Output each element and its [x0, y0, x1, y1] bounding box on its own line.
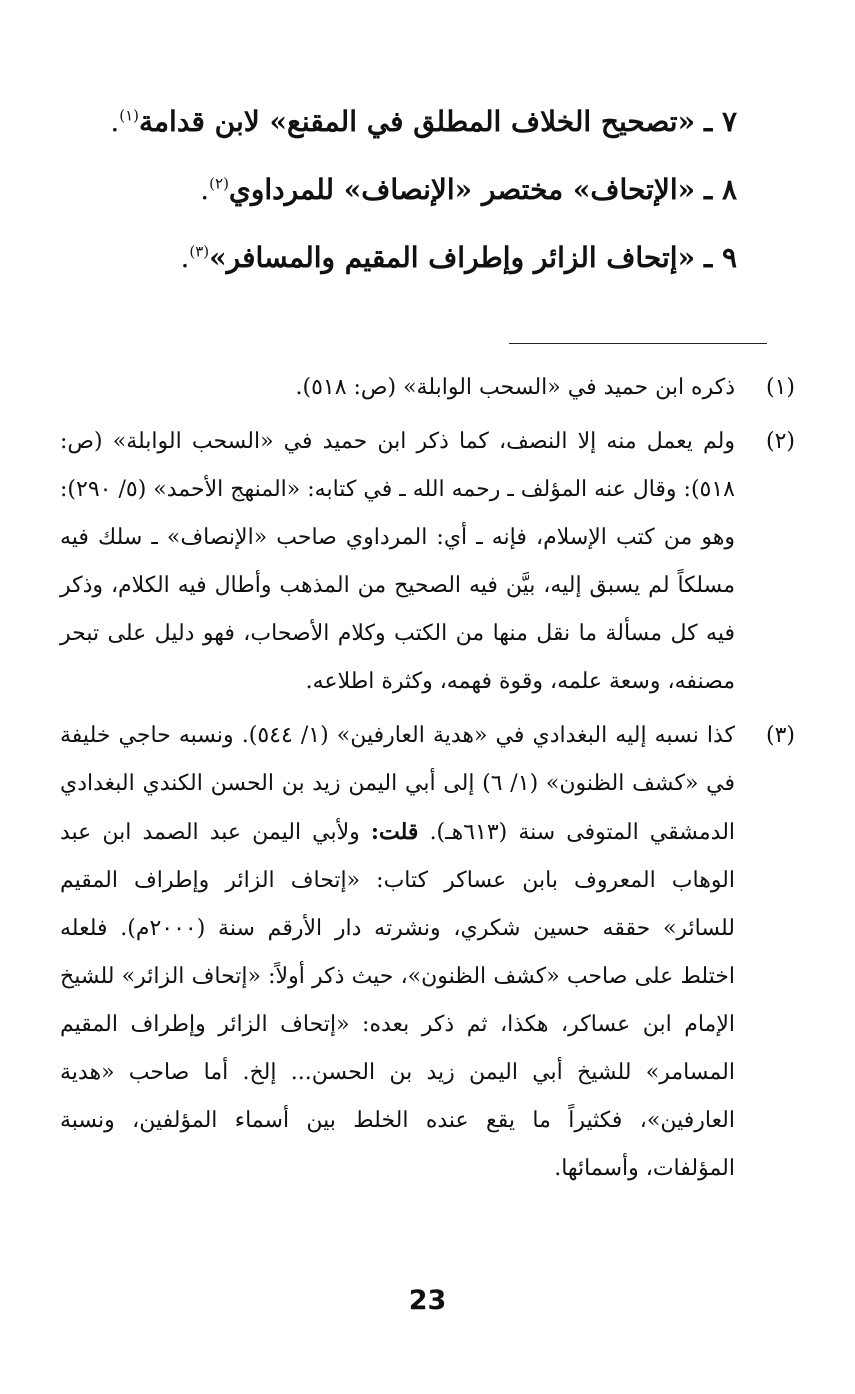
footnote-text-part: ولأبي اليمن عبد الصمد ابن عبد الوهاب المعروف بابن عساكر كتاب: «إتحاف الزائر وإطراف المقيم للسائر» حققه حسين شكري، ونشرته دار الأرقم سنة (٢٠٠٠م). فلعله اختلط على صاحب «كشف الظنون»، حيث ذكر أولاً: «إتحاف الزائر» للشيخ الإمام ابن عساكر، هكذا، ثم ذكر بعده: «إتحاف الزائر وإطراف المقيم المسامر» للشيخ أبي اليمن زيد بن الحسن... إلخ. أما صاحب «هدية العارفين»، فكثيراً ما يقع عنده الخلط بين أسماء المؤلفين، ونسبة المؤلفات، وأسمائها. — [60, 820, 735, 1181]
item-number: ٩ ـ — [704, 241, 737, 274]
footnote-2 — [60, 418, 795, 706]
footnote-ref[interactable]: (١) — [119, 106, 140, 125]
item-title: «تصحيح الخلاف المطلق في المقنع» لابن قدامة — [139, 105, 696, 138]
footnote-number: (٣) — [765, 723, 795, 748]
item-end: . — [110, 105, 120, 138]
footnote-text-part: كذا نسبه إليه البغدادي في «هدية العارفين» (١/ ٥٤٤). ونسبه حاجي خليفة في «كشف الظنون» (١/ ٦) إلى أبي اليمن زيد بن الحسن الكندي البغدادي الدمشقي المتوفى سنة (٦١٣هـ). — [60, 723, 736, 845]
item-number: ٨ ـ — [704, 173, 737, 206]
footnote-number: (٢) — [765, 429, 795, 454]
footnote-ref[interactable]: (٢) — [209, 174, 229, 193]
item-title: «إتحاف الزائر وإطراف المقيم والمسافر» — [209, 241, 696, 274]
footnote-1 — [60, 364, 795, 412]
footnote-separator — [509, 343, 767, 344]
footnote-number: (١) — [765, 375, 795, 400]
footnote-3 — [60, 712, 795, 1193]
main-item-9 — [97, 240, 737, 308]
item-end: . — [180, 241, 190, 274]
main-item-7 — [97, 104, 737, 172]
footnote-text: ولم يعمل منه إلا النصف، كما ذكر ابن حميد في «السحب الوابلة» (ص: ٥١٨): وقال عنه المؤلف ـ رحمه الله ـ في كتابه: «المنهج الأحمد» (٥/ ٢٩٠): وهو من كتب الإسلام، فإنه ـ أي: المرداوي صاحب «الإنصاف» ـ سلك فيه مسلكاً لم يسبق إليه، بيَّن فيه الصحيح من المذهب وأطال فيه الكلام، وذكر فيه كل مسألة ما نقل منها من الكتب وكلام الأصحاب، فهو دليل على تبحر مصنفه، وسعة علمه، وقوة فهمه، وكثرة اطلاعه. — [60, 429, 735, 694]
footnote-bold-label: قلت: — [370, 819, 419, 845]
item-title: «الإتحاف» مختصر «الإنصاف» للمرداوي — [228, 173, 696, 206]
footnotes — [60, 364, 795, 1199]
main-item-8 — [97, 172, 737, 240]
footnote-text — [60, 712, 735, 1193]
item-end: . — [200, 173, 210, 206]
footnote-text: ذكره ابن حميد في «السحب الوابلة» (ص: ٥١٨). — [295, 375, 735, 400]
page-number: 23 — [408, 1285, 447, 1316]
item-number: ٧ ـ — [704, 105, 737, 138]
footnote-ref[interactable]: (٣) — [189, 242, 210, 261]
main-list — [97, 104, 737, 308]
